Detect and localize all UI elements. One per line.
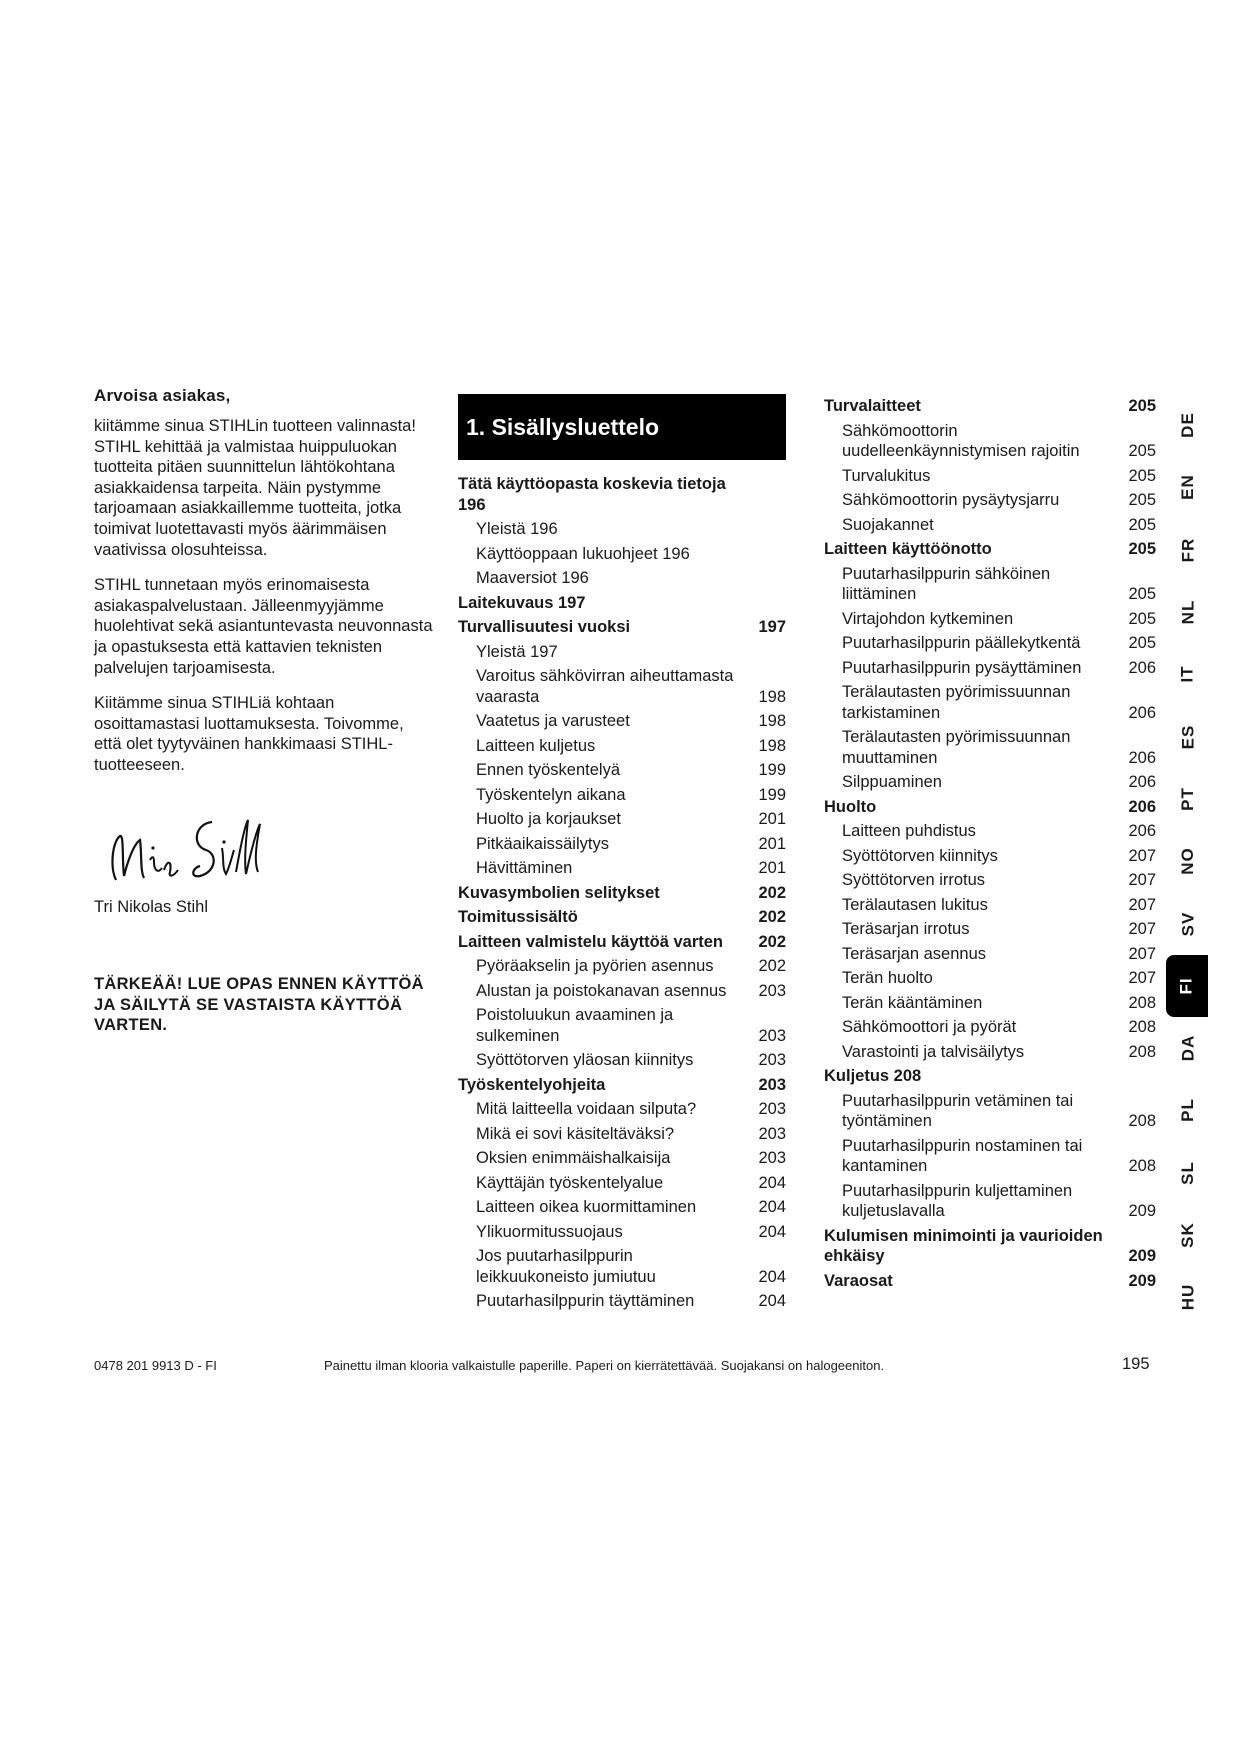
toc-entry-label: Kuljetus 208: [824, 1067, 922, 1085]
language-code: NL: [1177, 599, 1197, 625]
toc-entry-page: 198: [758, 687, 786, 706]
toc-entry: [458, 1244, 786, 1289]
toc-entry-page: 205: [1128, 634, 1156, 652]
toc-entry-label: Oksien enimmäishalkaisija: [476, 1149, 671, 1167]
toc-entry: [824, 488, 1156, 513]
toc-entry-page: 206: [1128, 658, 1156, 677]
language-tab-es: [1168, 705, 1208, 767]
toc-entry-label: Syöttötorven yläosan kiinnitys: [476, 1051, 694, 1069]
toc-entry-label: Puutarhasilppurin täyttäminen: [476, 1292, 695, 1310]
toc-entry-label: Sähkömoottorin pysäytysjarru: [842, 491, 1060, 509]
toc-entry: [824, 1089, 1156, 1134]
toc-entry-label: Hävittäminen: [476, 859, 573, 877]
toc-entry-page: 197: [758, 618, 786, 636]
toc-entry-label: Vaatetus ja varusteet: [476, 712, 630, 730]
language-code: NO: [1178, 847, 1197, 875]
toc-entry-label: Sähkömoottorin uudelleenkäynnistymisen rajoitin: [842, 421, 1080, 460]
toc-entry-label: Terälautasen lukitus: [842, 895, 988, 914]
important-notice: TÄRKEÄÄ! LUE OPAS ENNEN KÄYTTÖÄ JA SÄILYTÄ SE VASTAISTA KÄYTTÖÄ VARTEN.: [94, 975, 424, 1034]
toc-entry: [824, 1269, 1156, 1294]
toc-entry-label: Puutarhasilppurin päällekytkentä: [842, 634, 1081, 652]
toc-entry-label: Ylikuormitussuojaus: [476, 1222, 623, 1241]
toc-entry-label: Mitä laitteella voidaan silputa?: [476, 1100, 697, 1118]
toc-entry: [458, 1220, 786, 1245]
toc-entry-label: Puutarhasilppurin pysäyttäminen: [842, 658, 1082, 677]
toc-entry-label: Käyttöoppaan lukuohjeet 196: [476, 544, 690, 563]
toc-entry-label: Puutarhasilppurin nostaminen tai kantaminen: [842, 1136, 1083, 1175]
toc-entry-label: Mikä ei sovi käsiteltäväksi?: [476, 1124, 675, 1143]
language-code: HU: [1178, 1284, 1197, 1311]
toc-entry: [458, 1122, 786, 1147]
document-code: 0478 201 9913 D - FI: [94, 1358, 217, 1373]
toc-entry-page: 208: [1128, 1112, 1156, 1130]
toc-entry: [458, 1003, 786, 1048]
language-tab-pt: [1168, 768, 1208, 830]
toc-entry: [458, 1073, 786, 1098]
toc-entry: [824, 893, 1156, 918]
toc-entry: [824, 1134, 1156, 1179]
toc-entry-page: 198: [758, 712, 786, 730]
toc-entry: [824, 464, 1156, 489]
toc-entry-page: 201: [758, 810, 786, 828]
letter: [94, 386, 434, 917]
toc-entry-page: 201: [758, 859, 786, 877]
toc-entry: [458, 640, 786, 665]
toc-entry-label: Virtajohdon kytkeminen: [842, 609, 1014, 628]
toc-entry: [458, 566, 786, 591]
toc-entry-label: Poistoluukun avaaminen ja sulkeminen: [476, 1006, 674, 1045]
toc-entry: [824, 795, 1156, 820]
toc-entry: [458, 979, 786, 1004]
toc-entry-label: Huolto: [824, 797, 877, 816]
toc-entry: [824, 1015, 1156, 1040]
toc-entry: [458, 905, 786, 930]
toc-entry-page: 202: [758, 957, 786, 975]
page-number: 195: [1122, 1355, 1150, 1373]
toc-entry: [824, 1040, 1156, 1065]
toc-entry-page: 207: [1128, 846, 1156, 865]
toc-entry: [458, 1048, 786, 1073]
toc-entry-page: 204: [758, 1198, 786, 1216]
toc-entry: [458, 930, 786, 955]
toc-entry-label: Huolto ja korjaukset: [476, 810, 621, 828]
toc-entry-label: Yleistä 197: [476, 642, 558, 661]
toc-entry: [824, 844, 1156, 869]
language-code: IT: [1177, 665, 1197, 683]
letter-paragraph: Kiitämme sinua STIHLiä kohtaan osoittamastasi luottamuksesta. Toivomme, että olet tyytyväinen hankkimaasi STIHL-tuotteeseen.: [94, 694, 404, 774]
toc-entry: [824, 513, 1156, 538]
toc-entry-page: 207: [1128, 944, 1156, 963]
letter-paragraph: kiitämme sinua STIHLin tuotteen valinnasta! STIHL kehittää ja valmistaa huippuluokan tuotteita pitäen suunnittelun lähtökohtana asiakkaidensa tarpeita. Näin pystymme tarjoamaan asiakkaillemme tuotteita, jotka toimivat luotettavasti myös äärimmäisen vaativissa olosuhteissa.: [94, 417, 416, 559]
language-tab-da: [1168, 1017, 1208, 1079]
toc-entry: [824, 562, 1156, 607]
toc-entry: [458, 517, 786, 542]
language-tab-sk: [1168, 1204, 1208, 1266]
toc-entry-page: 199: [758, 785, 786, 804]
toc-entry: [458, 1146, 786, 1171]
toc-entry-label: Ennen työskentelyä: [476, 761, 621, 779]
toc-entry-label: Terän kääntäminen: [842, 993, 983, 1012]
language-code: FI: [1176, 977, 1196, 995]
toc-entry: [824, 942, 1156, 967]
language-code: PT: [1177, 787, 1197, 811]
toc-entry-page: 206: [1128, 797, 1156, 816]
toc-entry-page: 204: [758, 1267, 786, 1286]
toc-entry-page: 201: [758, 834, 786, 853]
toc-entry-page: 203: [758, 981, 786, 1000]
language-code: ES: [1178, 724, 1197, 749]
toc-list-2: [824, 394, 1156, 1293]
toc-entry-page: 203: [758, 1100, 786, 1118]
toc-entry-page: 206: [1128, 703, 1156, 722]
toc-entry-page: 204: [758, 1222, 786, 1241]
toc-entry-label: Teräsarjan asennus: [842, 944, 987, 963]
toc-entry-page: 206: [1128, 748, 1156, 767]
language-tab-pl: [1168, 1079, 1208, 1141]
toc-entry: [824, 770, 1156, 795]
toc-entry-label: Laitekuvaus 197: [458, 593, 586, 612]
toc-entry-page: 206: [1128, 773, 1156, 791]
toc-entry-label: Kuvasymbolien selitykset: [458, 883, 660, 902]
toc-entry-page: 208: [1128, 1157, 1156, 1175]
toc-entry-page: 205: [1128, 442, 1156, 460]
signer-name: Tri Nikolas Stihl: [94, 897, 208, 916]
toc-entry-page: 203: [758, 1149, 786, 1167]
toc-entry-page: 207: [1128, 871, 1156, 889]
toc-list-1: [458, 472, 786, 1314]
toc-entry: [824, 419, 1156, 464]
toc-entry: [458, 783, 786, 808]
toc-entry: [824, 868, 1156, 893]
toc-entry-label: Tätä käyttöopasta koskevia tietoja 196: [458, 475, 726, 514]
toc-entry-label: Puutarhasilppurin sähköinen liittäminen: [842, 564, 1051, 603]
toc-entry-label: Laitteen kuljetus: [476, 736, 596, 755]
language-code: SL: [1177, 1160, 1197, 1185]
toc-entry: [458, 1195, 786, 1220]
toc-entry: [458, 542, 786, 567]
toc-entry-page: 207: [1128, 969, 1156, 987]
toc-entry-page: 205: [1128, 609, 1156, 628]
toc-entry-label: Toimitussisältö: [458, 908, 578, 926]
toc-entry-page: 209: [1128, 1271, 1156, 1290]
language-code: SK: [1178, 1222, 1197, 1248]
toc-entry-label: Terän huolto: [842, 969, 933, 987]
toc-entry-label: Yleistä 196: [476, 520, 558, 538]
language-code: PL: [1177, 1098, 1197, 1123]
toc-entry-label: Sähkömoottori ja pyörät: [842, 1018, 1017, 1036]
language-code: SV: [1178, 911, 1197, 936]
toc-entry-label: Teräsarjan irrotus: [842, 920, 970, 938]
toc-entry-label: Varastointi ja talvisäilytys: [842, 1042, 1025, 1061]
toc-entry-label: Työskentelyn aikana: [476, 785, 626, 804]
toc-entry: [458, 807, 786, 832]
toc-entry-page: 203: [758, 1051, 786, 1069]
toc-entry: [824, 537, 1156, 562]
toc-entry-page: 203: [758, 1026, 786, 1045]
toc-entry: [458, 709, 786, 734]
language-code: DA: [1178, 1034, 1197, 1062]
toc-entry-label: Laitteen käyttöönotto: [824, 540, 992, 558]
toc-entry-page: 198: [758, 736, 786, 755]
toc-entry: [824, 991, 1156, 1016]
toc-entry: [458, 615, 786, 640]
toc-entry-label: Käyttäjän työskentelyalue: [476, 1173, 664, 1192]
language-tab-fi: [1166, 955, 1208, 1017]
toc-entry-page: 209: [1128, 1202, 1156, 1220]
toc-entry: [824, 631, 1156, 656]
toc-entry-page: 205: [1128, 466, 1156, 485]
toc-entry-label: Työskentelyohjeita: [458, 1075, 606, 1094]
toc-entry: [824, 1064, 1156, 1089]
toc-entry-label: Pyöräakselin ja pyörien asennus: [476, 957, 714, 975]
language-tab-sv: [1168, 892, 1208, 954]
toc-entry: [824, 680, 1156, 725]
toc-column-2: [824, 394, 1156, 1293]
toc-entry-label: Turvallisuutesi vuoksi: [458, 618, 631, 636]
language-tab-nl: [1168, 581, 1208, 643]
toc-entry-label: Kulumisen minimointi ja vaurioiden ehkäisy: [824, 1226, 1103, 1265]
greeting: Arvoisa asiakas,: [94, 386, 231, 405]
toc-entry-page: 204: [758, 1173, 786, 1192]
toc-entry-label: Varoitus sähkövirran aiheuttamasta vaarasta: [476, 667, 734, 706]
toc-entry-page: 205: [1128, 491, 1156, 509]
toc-entry: [824, 607, 1156, 632]
language-tab-hu: [1168, 1266, 1208, 1328]
language-tab-de: [1168, 394, 1208, 456]
toc-entry-label: Syöttötorven kiinnitys: [842, 846, 998, 865]
toc-entry: [458, 881, 786, 906]
toc-entry-page: 205: [1128, 585, 1156, 603]
toc-entry-page: 205: [1128, 397, 1156, 415]
toc-entry-label: Puutarhasilppurin vetäminen tai työntäminen: [842, 1091, 1074, 1130]
toc-entry-page: 202: [758, 932, 786, 951]
toc-entry-label: Turvalaitteet: [824, 397, 921, 415]
language-tab-en: [1168, 456, 1208, 518]
toc-entry: [458, 664, 786, 709]
toc-entry: [824, 656, 1156, 681]
toc-entry-label: Varaosat: [824, 1271, 893, 1290]
toc-entry: [458, 1289, 786, 1314]
toc-entry: [458, 1097, 786, 1122]
toc-entry: [458, 472, 786, 517]
toc-entry-label: Turvalukitus: [842, 466, 931, 485]
toc-entry-page: 203: [758, 1124, 786, 1143]
toc-entry-page: 209: [1128, 1247, 1156, 1265]
toc-entry: [458, 734, 786, 759]
toc-entry-page: 204: [758, 1292, 786, 1310]
language-tab-sl: [1168, 1142, 1208, 1204]
toc-entry: [824, 394, 1156, 419]
language-tab-it: [1168, 643, 1208, 705]
toc-entry: [458, 591, 786, 616]
toc-entry-label: Terälautasten pyörimissuunnan muuttaminen: [842, 728, 1071, 767]
toc-entry: [824, 819, 1156, 844]
toc-title: 1. Sisällysluettelo: [458, 394, 786, 460]
language-tab-fr: [1168, 519, 1208, 581]
toc-entry: [824, 1179, 1156, 1224]
language-code: DE: [1178, 412, 1197, 438]
toc-entry: [458, 758, 786, 783]
toc-entry-page: 208: [1128, 993, 1156, 1012]
toc-entry-label: Laitteen puhdistus: [842, 822, 976, 840]
toc-entry: [824, 725, 1156, 770]
toc-entry: [458, 832, 786, 857]
signature: [94, 810, 264, 890]
toc-entry: [824, 966, 1156, 991]
toc-entry-page: 206: [1128, 822, 1156, 840]
toc-entry-label: Puutarhasilppurin kuljettaminen kuljetuslavalla: [842, 1181, 1073, 1220]
toc-entry-label: Suojakannet: [842, 515, 934, 534]
toc-column-1: [458, 394, 786, 1314]
toc-entry: [824, 1224, 1156, 1269]
language-code: FR: [1177, 537, 1197, 563]
toc-entry-label: Maaversiot 196: [476, 569, 589, 587]
language-code: EN: [1178, 474, 1197, 501]
toc-entry-page: 208: [1128, 1042, 1156, 1061]
toc-entry-page: 199: [758, 761, 786, 779]
toc-entry-page: 208: [1128, 1018, 1156, 1036]
toc-entry-page: 205: [1128, 515, 1156, 534]
toc-entry: [458, 954, 786, 979]
toc-entry-label: Laitteen valmistelu käyttöä varten: [458, 932, 724, 951]
toc-entry-label: Silppuaminen: [842, 773, 942, 791]
toc-entry: [458, 856, 786, 881]
letter-paragraph: STIHL tunnetaan myös erinomaisesta asiakaspalvelustaan. Jälleenmyyjämme huolehtivat sekä asiantuntevasta neuvonnasta ja opastuksesta että kattavien teknisten palvelujen tarjoamisesta.: [94, 576, 433, 677]
toc-entry-page: 202: [758, 908, 786, 926]
toc-entry: [458, 1171, 786, 1196]
toc-entry: [824, 917, 1156, 942]
toc-entry-page: 207: [1128, 895, 1156, 914]
toc-entry-label: Pitkäaikaissäilytys: [476, 834, 609, 853]
toc-entry-label: Jos puutarhasilppurin leikkuukoneisto jumiutuu: [476, 1247, 656, 1286]
toc-entry-page: 203: [758, 1075, 786, 1094]
toc-entry-label: Terälautasten pyörimissuunnan tarkistaminen: [842, 683, 1071, 722]
toc-entry-page: 202: [758, 883, 786, 902]
toc-entry-page: 207: [1128, 920, 1156, 938]
toc-entry-label: Syöttötorven irrotus: [842, 871, 986, 889]
language-tab-no: [1168, 830, 1208, 892]
print-note: Painettu ilman klooria valkaistulle paperille. Paperi on kierrätettävää. Suojakansi on halogeeniton.: [324, 1358, 885, 1373]
language-tabs: [1168, 394, 1208, 1328]
toc-entry-page: 205: [1128, 540, 1156, 558]
toc-entry-label: Alustan ja poistokanavan asennus: [476, 981, 727, 1000]
toc-entry-label: Laitteen oikea kuormittaminen: [476, 1198, 697, 1216]
